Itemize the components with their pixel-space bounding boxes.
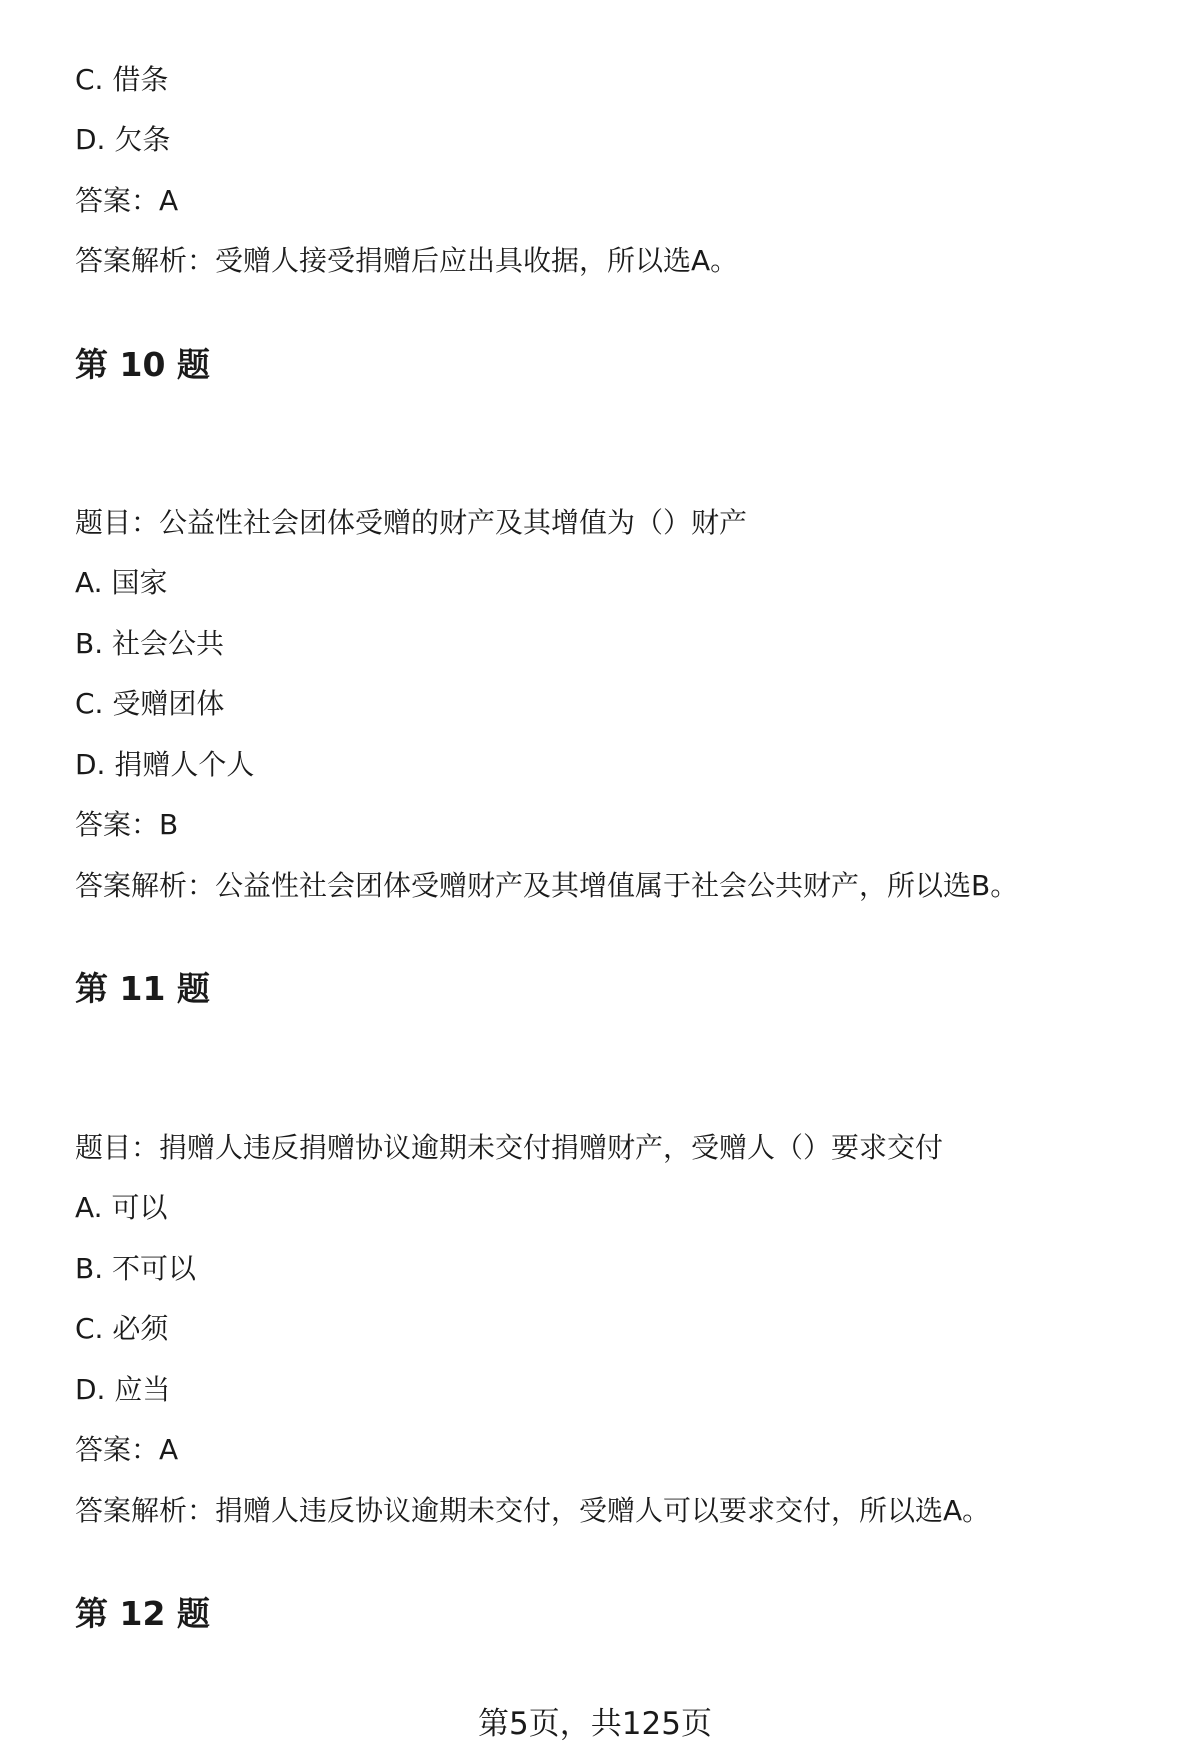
question-heading: 第 12 题 <box>75 1594 210 1633</box>
question-heading: 第 10 题 <box>75 345 210 384</box>
question-heading: 第 11 题 <box>75 969 210 1008</box>
question-stem: 题目：公益性社会团体受赠的财产及其增值为（）财产 <box>75 506 748 539</box>
answer: 答案：A <box>75 1433 179 1466</box>
answer-explanation: 答案解析：公益性社会团体受赠财产及其增值属于社会公共财产，所以选B。 <box>75 869 1019 902</box>
option-c: C. 受赠团体 <box>75 687 225 720</box>
option-d: D. 欠条 <box>75 123 171 156</box>
answer-explanation: 答案解析：受赠人接受捐赠后应出具收据，所以选A。 <box>75 244 739 277</box>
option-b: B. 社会公共 <box>75 627 225 660</box>
option-a: A. 国家 <box>75 566 168 599</box>
answer: 答案：B <box>75 808 179 841</box>
option-d: D. 应当 <box>75 1373 171 1406</box>
answer: 答案：A <box>75 184 179 217</box>
page-indicator: 第5页，共125页 <box>478 1706 712 1742</box>
question-stem: 题目：捐赠人违反捐赠协议逾期未交付捐赠财产，受赠人（）要求交付 <box>75 1131 944 1164</box>
answer-explanation: 答案解析：捐赠人违反协议逾期未交付，受赠人可以要求交付，所以选A。 <box>75 1494 991 1527</box>
option-a: A. 可以 <box>75 1191 168 1224</box>
option-b: B. 不可以 <box>75 1252 197 1285</box>
option-c: C. 借条 <box>75 63 169 96</box>
option-d: D. 捐赠人个人 <box>75 748 255 781</box>
option-c: C. 必须 <box>75 1312 169 1345</box>
